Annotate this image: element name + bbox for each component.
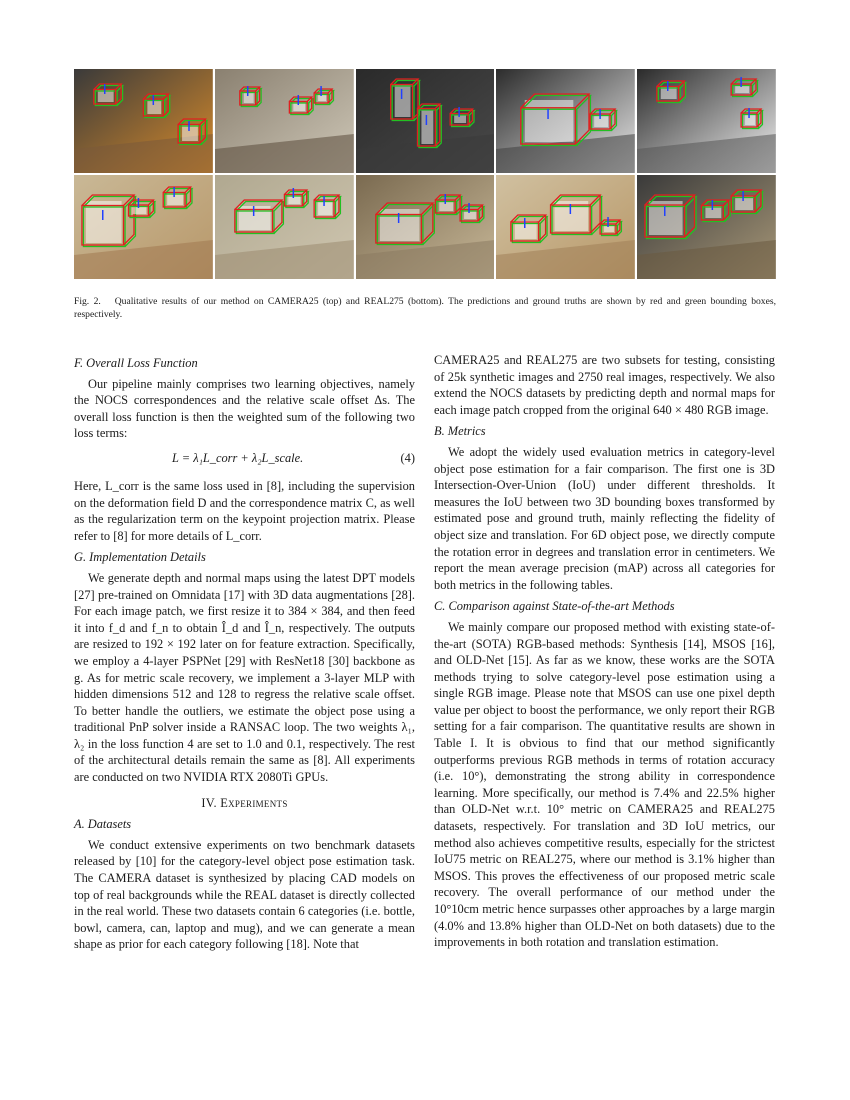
section-a-paragraph-1: We conduct extensive experiments on two benchmark datasets released by [10] for the category-level object pose estimation task. The CAMERA dataset is synthesized by placing CAD models on top of real backgrounds while the REAL dataset is directly collected in the real world. These two datasets contain 6 categories (i.e. bottle, bowl, camera, can, laptop and mug), and we can generate a mean shape as prior for each category following [18]. Note that <box>74 837 415 952</box>
section-f-title: F. Overall Loss Function <box>74 356 198 370</box>
figure-tile-real275-scene-1 <box>74 175 213 279</box>
section-g-paragraph-1: We generate depth and normal maps using the latest DPT models [27] pre-trained on Omnidata [17] with 3D data augmentations [28]. For each image patch, we first resize it to 384 × 384, and then feed it into f_d and f_n to obtain Î_d and Î_n, respectively. The outputs are resized to 192 × 192 later on for feature extraction. Specifically, we employ a 4-layer PSPNet [29] with ResNet18 [30] backbone as g. As for metric scale recovery, we implement a 3-layer MLP with hidden dimensions 512 and 128 to regress the relative scale offset. To better handle the outliers, we estimate the object pose using a traditional PnP solver inside a RANSAC loop. The two weights λ₁, λ₂ in the loss function 4 are set to 1.0 and 0.1, respectively. The rest of the architectural details remain the same as [8]. All experiments are conducted on two NVIDIA RTX 2080Ti GPUs. <box>74 570 415 785</box>
section-a-continued: CAMERA25 and REAL275 are two subsets for testing, consisting of 25k synthetic images and 2750 real images, respectively. We also extend the NOCS datasets by predicting depth and normal maps for each image patch cropped from the original 640 × 480 RGB image. <box>434 353 775 417</box>
left-column <box>74 350 415 953</box>
section-b-paragraph-1: We adopt the widely used evaluation metrics in category-level object pose estimation for a fair comparison. The first one is 3D Intersection-Over-Union (IoU) under different thresholds. It measures the IoU between two 3D bounding boxes transformed by estimated pose and ground truth, mainly reflecting the fidelity of object size and translation. For 6D object pose, we directly compute the rotation error in degrees and translation error in centimeters. We report the mean average precision (mAP) across all categories for both metrics in the following tables. <box>434 444 775 592</box>
figure-2-grid <box>74 69 776 279</box>
section-b-title: B. Metrics <box>434 424 486 439</box>
section-g-title: G. Implementation Details <box>74 550 206 565</box>
figure-tile-real275-scene-3 <box>356 175 495 279</box>
figure-tile-camera25-scene-2 <box>215 69 354 173</box>
figure-tile-camera25-scene-3 <box>356 69 495 173</box>
section-a-title: A. Datasets <box>74 817 132 832</box>
section-c-title: C. Comparison against State-of-the-art Methods <box>434 599 675 614</box>
section-f-paragraph-1: Our pipeline mainly comprises two learning objectives, namely the NOCS correspondences and the relative scale offset Δs. The overall loss function is then the weighted sum of the following two loss terms: <box>74 376 415 441</box>
equation-4 <box>74 450 415 470</box>
figure-tile-camera25-scene-4 <box>496 69 635 173</box>
figure-caption: Fig. 2. Qualitative results of our method on CAMERA25 (top) and REAL275 (bottom). The predictions and ground truths are shown by red and green bounding boxes, respectively. <box>74 296 776 320</box>
figure-tile-real275-scene-2 <box>215 175 354 279</box>
equation-body: L = λ₁L_corr + λ₂L_scale. <box>172 450 304 465</box>
figure-tile-real275-scene-4 <box>496 175 635 279</box>
figure-tile-camera25-scene-5 <box>637 69 776 173</box>
figure-tile-real275-scene-5 <box>637 175 776 279</box>
equation-number: (4) <box>400 450 415 465</box>
right-column <box>434 352 775 951</box>
section-iv-title: IV. Experiments <box>201 795 288 810</box>
section-c-paragraph-1: We mainly compare our proposed method with existing state-of-the-art (SOTA) RGB-based methods: Synthesis [14], MSOS [16], and OLD-Net [15]. As far as we know, these works are the SOTA methods trying to solve category-level pose estimation using a single RGB image. Please note that MSOS can use one pixel depth value per object to boost the performance, we only report their RGB setting for a fair comparison. The quantitative results are shown in Table I. It is obvious to find that our method significantly outperforms previous RGB methods in terms of rotation accuracy (i.e. 10°), demonstrating the strong ability in correspondence learning. More specifically, our method is 7.4% and 22.5% higher than OLD-Net w.r.t. 10° metric on CAMERA25 and REAL275 datasets, respectively. For translation and 3D IoU metrics, our method also achieves competitive results, especially for the strictest IoU75 metric on REAL275, where our method is 3.1% higher than MSOS. This proves the effectiveness of our proposed metric scale recovery. The overall performance of our method under the 10°10cm metric hence surpasses other approaches by a large margin (4.0% and 13.8% higher than OLD-Net on both datasets) due to the improvements in both rotation and translation estimation. <box>434 619 775 950</box>
figure-tile-camera25-scene-1 <box>74 69 213 173</box>
section-f-paragraph-2: Here, L_corr is the same loss used in [8], including the supervision on the deformation field D and the correspondence matrix C, as well as the regularization term on the keypoint projection matrix. Please refer to [8] for more details of L_corr. <box>74 478 415 543</box>
